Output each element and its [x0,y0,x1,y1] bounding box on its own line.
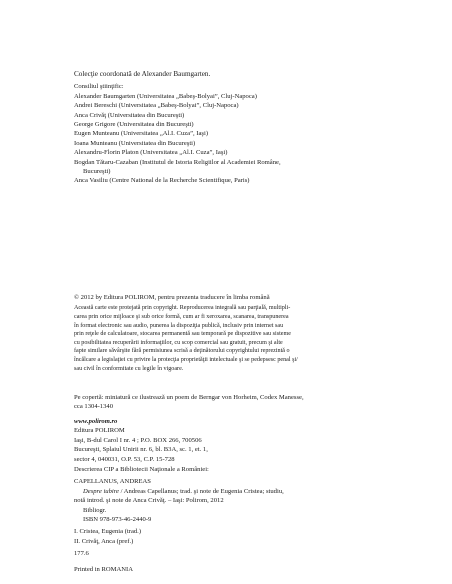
notice-line: sau civil în conformitate cu legile în vigoare. [74,365,184,372]
cover-line: Pe copertă: miniatură ce ilustrează un poem de Berngar von Horheim, Codex Manesse, [74,394,304,401]
cover-line: cca 1304-1340 [74,403,113,411]
council-member: Andrei Bereschi (Universitatea „Babeş-Bolyai”, Cluj-Napoca) [74,102,239,110]
council-member: Bogdan Tătaru-Cazaban (Institutul de Istoria Religiilor al Academiei Române, [74,158,281,166]
council-member: Eugen Munteanu (Universitatea „Al.I. Cuza”, Iaşi) [74,130,209,138]
publisher-block [74,417,392,464]
notice-line: cu posibilitatea recuperării informaţiilor, cu scop comercial sau gratuit, precum şi alte [74,339,283,346]
cip-isbn: ISBN 978-973-46-2440-9 [83,516,152,524]
council-heading: Consiliul ştiinţific: [74,83,124,91]
copyright-notice [74,304,392,373]
council-member: Anca Crivăţ (Universitatea din Bucureşti) [74,111,185,119]
cip-title [74,487,392,496]
cip-title-rest: / Andreas Capellanus; trad. şi note de Eugenia Cristea; studiu, [118,487,284,495]
cip-author: CAPELLANUS, ANDREAS [74,478,151,486]
publisher-website[interactable]: www.polirom.ro [74,418,118,425]
publisher-address: sector 4, 040031, O.P. 53, C.P. 15-728 [74,455,175,463]
cip-entry: II. Crivăţ, Anca (pref.) [74,537,134,545]
cip-bibliogr: Bibliogr. [83,506,107,514]
printed-in [74,565,392,574]
notice-line: încălcare a legislaţiei cu privire la protecţia proprietăţii intelectuale şi se pedepsesc penal şi/ [74,356,298,363]
publisher-address: Bucureşti, Splaiul Unirii nr. 6, bl. B3A, sc. 1, et. 1, [74,446,208,454]
council-member: Alexandru-Florin Platon (Universitatea „Al.I. Cuza”, Iaşi) [74,149,228,157]
council-member: Alexander Baumgarten (Universitatea „Babeş-Bolyai”, Cluj-Napoca) [74,92,257,100]
notice-line: în format electronic sau audio, punerea la dispoziţia publică, inclusiv prin internet sau [74,322,284,329]
copyright-block [74,293,392,373]
notice-line: fapte similare săvârşite fără permisiunea scrisă a deţinătorului copyrightului reprezintă o [74,348,290,355]
cip-title-italic: Despre iubire [83,487,119,495]
cip-block [74,465,392,559]
cip-udc: 177.6 [74,550,89,558]
cip-heading: Descrierea CIP a Bibliotecii Naţionale a României: [74,466,209,473]
publisher-address: Iaşi, B-dul Carol I nr. 4 ; P.O. BOX 266, 700506 [74,436,202,444]
cip-entry: I. Cristea, Eugenia (trad.) [74,528,142,536]
cover-note [74,393,392,412]
collection-coordinator: Colecţie coordonată de Alexander Baumgarten. [74,70,211,78]
publisher-name: Editura POLIROM [74,427,125,435]
notice-line: carea prin orice mijloace şi sub orice formă, cum ar fi xeroxarea, scanarea, transpunerea [74,314,289,320]
council-member-continued: Bucureşti) [83,168,111,176]
cip-line2: notă introd. şi note de Anca Crivăţ. – Iaşi: Polirom, 2012 [74,497,224,505]
council-member: Anca Vasiliu (Centre National de la Recherche Scientifique, Paris) [74,177,250,185]
council-member: Ioana Munteanu (Universitatea din Bucureşti) [74,139,196,147]
copyright-line: © 2012 by Editura POLIROM, pentru prezenta traducere în limba română [74,294,270,301]
notice-line: Această carte este protejată prin copyright. Reproducerea integrală sau parţială, multipli- [74,305,291,312]
printed-line: Printed in ROMANIA [74,566,133,573]
collection-block [74,70,392,186]
notice-line: prin reţele de calculatoare, stocarea permanentă sau temporară pe dispozitive sau sisteme [74,331,291,338]
council-member: George Grigore (Universitatea din Bucureşti) [74,121,194,129]
